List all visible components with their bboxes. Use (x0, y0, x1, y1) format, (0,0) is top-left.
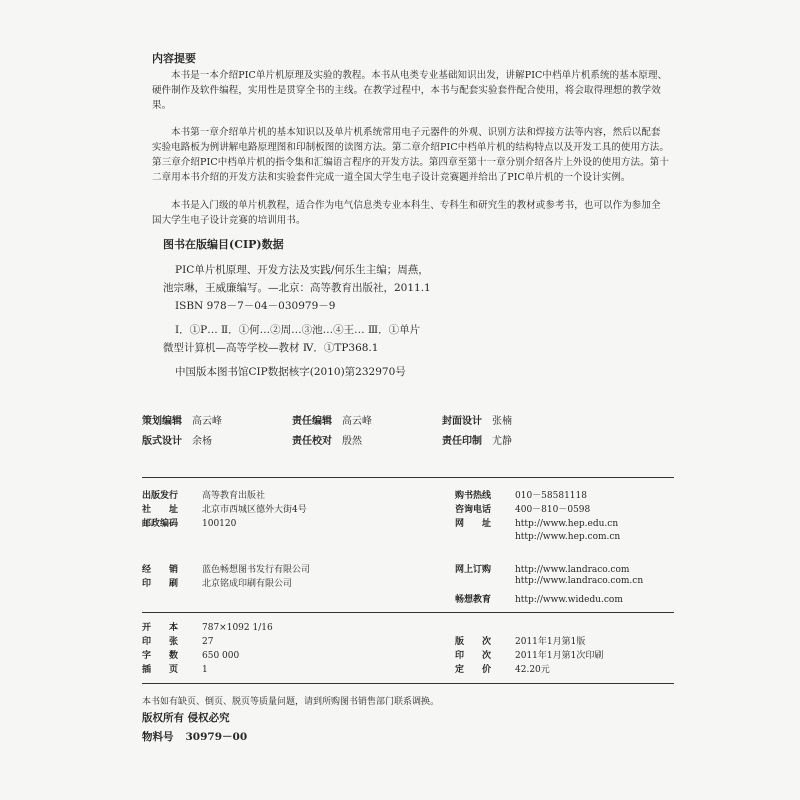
consult-row: 咨询电话 400－810－0598 (455, 505, 591, 515)
format-row: 开 本 787×1092 1/16 (142, 623, 273, 633)
online-order-2: http://www.landraco.com.cn (515, 576, 644, 586)
printing-row: 印 次 2011年1月第1次印刷 (455, 651, 604, 661)
words-row: 字 数 650 000 (142, 651, 240, 661)
credit-label: 版式设计 (142, 436, 182, 447)
quality-notice: 本书如有缺页、倒页、脱页等质量问题，请到所购图书销售部门联系调换。 (142, 697, 440, 707)
price-row: 定 价 42.20元 (455, 665, 550, 675)
credit-proofreader (292, 432, 362, 447)
address-row: 社 址 北京市西城区德外大街4号 (142, 505, 307, 515)
online-order-row: 网上订购 http://www.landraco.com (455, 565, 630, 575)
credit-value: 余杨 (192, 436, 212, 447)
zip-row: 邮政编码 100120 (142, 519, 237, 529)
abstract-title: 内容提要 (152, 52, 196, 65)
credit-label: 策划编辑 (142, 416, 182, 427)
credit-value: 高云峰 (192, 416, 222, 427)
cip-isbn: ISBN 978－7－04－030979－9 (175, 300, 336, 312)
insert-row: 插 页 1 (142, 665, 208, 675)
credit-value: 尤静 (492, 436, 512, 447)
credit-label: 封面设计 (442, 416, 482, 427)
cip-line-4: Ⅰ．①P… Ⅱ．①何…②周…③池…④王… Ⅲ．①单片 (175, 324, 421, 336)
cip-title: 图书在版编目(CIP)数据 (163, 238, 284, 251)
abstract-paragraph-2: 本书第一章介绍单片机的基本知识以及单片机系统常用电子元器件的外观、识别方法和焊接方法等内容，然后以配套实验电路板为例讲解电路原理图和印制板图的读图方法。第二章介绍PIC中档单片机的结构特点以及开发工具的使用方法。第三章介绍PIC中档单片机的指令集和汇编语言程序的开发方法。第四章至第十一章分别介绍各片上外设的使用方法。第十二章用本书介绍的开发方法和实验套件完成一道全国大学生电子设计竞赛题并给出了PIC单片机的一个设计实例。 (152, 127, 669, 183)
credit-value: 殷然 (342, 436, 362, 447)
rights-notice: 版权所有 侵权必究 (142, 712, 230, 724)
divider (142, 612, 674, 613)
credit-label: 责任印制 (442, 436, 482, 447)
website-2: http://www.hep.com.cn (515, 532, 621, 542)
hotline-row: 购书热线 010－58581118 (455, 491, 587, 501)
credit-value: 高云峰 (342, 416, 372, 427)
publisher-row: 出版发行 高等教育出版社 (142, 491, 266, 501)
credit-planning-editor (142, 412, 222, 427)
cip-line-2: 池宗琳，王威廉编写。—北京：高等教育出版社，2011.1 (163, 282, 431, 294)
website-row: 网 址 http://www.hep.edu.cn (455, 519, 619, 529)
printer-row: 印 刷 北京铭成印刷有限公司 (142, 579, 293, 589)
item-number-label: 物料号 (142, 731, 174, 743)
edition-row: 版 次 2011年1月第1版 (455, 637, 586, 647)
sheets-row: 印 张 27 (142, 637, 214, 647)
cip-line-1: PIC单片机原理、开发方法及实践/何乐生主编；周燕， (175, 264, 429, 276)
credit-label: 责任编辑 (292, 416, 332, 427)
credit-editor (292, 412, 372, 427)
item-number (142, 729, 247, 744)
divider (142, 477, 674, 478)
abstract-paragraph-3: 本书是入门级的单片机教程，适合作为电气信息类专业本科生、专科生和研究生的教材或参考书，也可以作为参加全国大学生电子设计竞赛的培训用书。 (152, 200, 661, 226)
item-number-value: 30979－00 (185, 731, 248, 743)
credit-cover-design (442, 412, 512, 427)
divider (142, 683, 674, 684)
credit-print-supervisor (442, 432, 512, 447)
cip-record: 中国版本图书馆CIP数据核字(2010)第232970号 (175, 366, 406, 378)
cip-line-5: 微型计算机—高等学校—教材 Ⅳ．①TP368.1 (163, 342, 379, 354)
distributor-row: 经 销 蓝色畅想图书发行有限公司 (142, 565, 311, 575)
abstract-paragraph-1: 本书是一本介绍PIC单片机原理及实验的教程。本书从电类专业基础知识出发，讲解PIC中档单片机系统的基本原理、硬件制作及软件编程，实用性是贯穿全书的主线。在教学过程中，本书与配套实验套件配合使用，将会取得理想的教学效果。 (152, 70, 668, 111)
credit-value: 张楠 (492, 416, 512, 427)
credit-label: 责任校对 (292, 436, 332, 447)
widedu-row: 畅想教育 http://www.widedu.com (455, 595, 623, 605)
credit-layout-design (142, 432, 212, 447)
